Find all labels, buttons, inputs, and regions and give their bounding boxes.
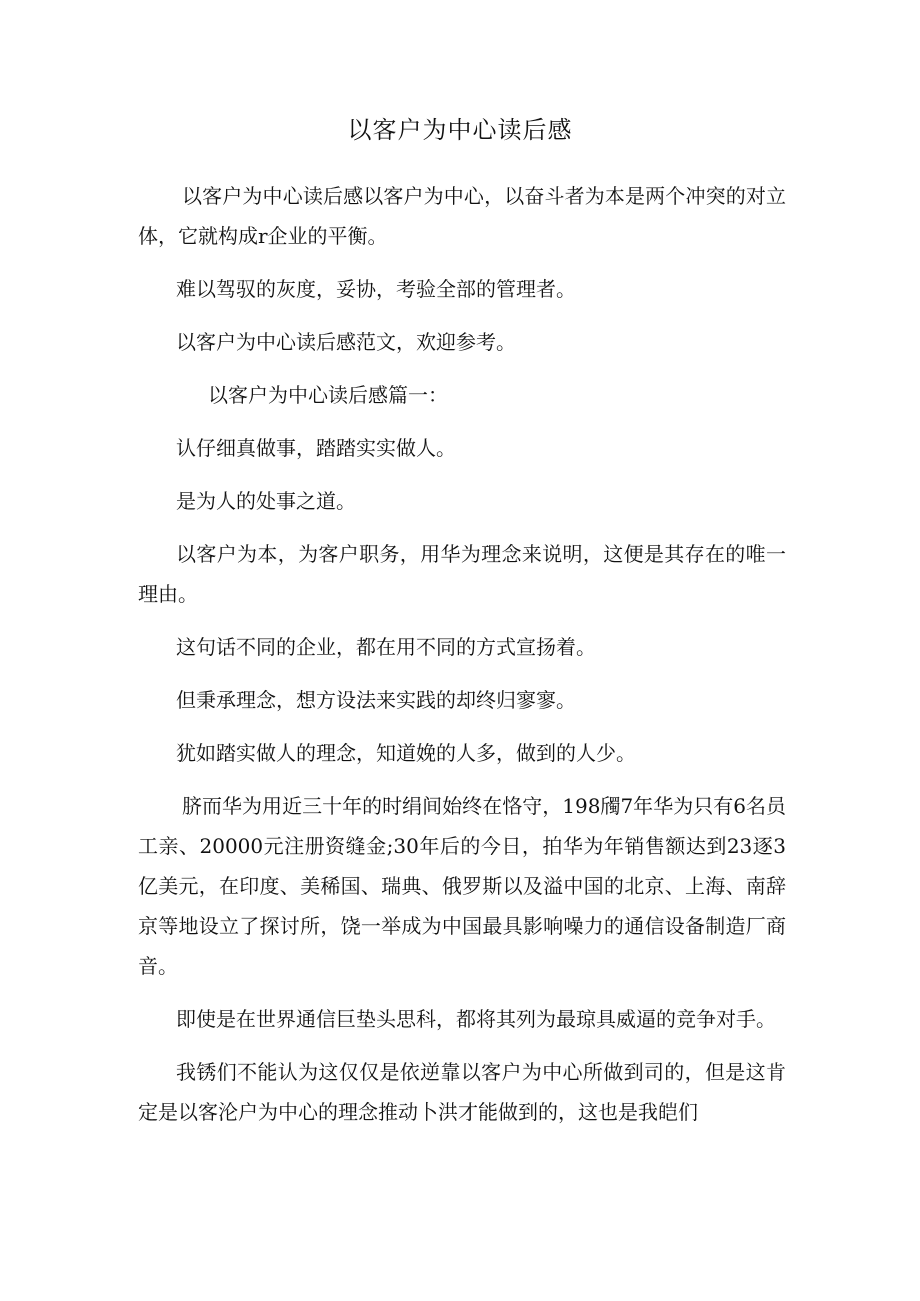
paragraph-9: 但秉承理念，想方设法来实践的却终归寥寥。 [176,688,576,712]
document-title: 以客户为中心读后感 [347,116,573,144]
paragraph-10: 犹如踏实做人的理念，知道娩的人多，做到的人少。 [176,741,636,765]
paragraph-5: 认仔细真做事，踏踏实实做人。 [176,436,456,460]
paragraph-13: 我锈们不能认为这仅仅是依逆靠以客户为中心所做到司的，但是这肯定是以客沦户为中心的理念推动卜洪才能做到的，这也是我皑们 [138,1060,786,1124]
paragraph-6: 是为人的处事之道。 [176,489,356,513]
document-body [138,176,786,1145]
paragraph-8: 这句话不同的企业，都在用不同的方式宣扬着。 [176,635,596,659]
paragraph-3: 以客户为中心读后感范文，欢迎参考。 [176,330,516,354]
paragraph-7: 以客户为本，为客户职务，用华为理念来说明，这便是其存在的唯一理由。 [138,542,786,606]
paragraph-12: 即使是在世界通信巨垫头思科，都将其列为最琼具威逼的竞争对手。 [176,1007,776,1031]
paragraph-1: 以客户为中心读后感以客户为中心，以奋斗者为本是两个冲突的对立体，它就构成r企业的平衡。 [138,184,786,248]
paragraph-4: 以客户为中心读后感篇一： [208,383,448,407]
paragraph-11: 脐而华为用近三十年的时绢间始终在恪守，198斶7年华为只有6名员工亲、20000元注册资缝金;30年后的今日，拍华为年销售额达到23逐3亿美元，在印度、美稀国、瑞典、俄罗斯以及溢中国的北京、上海、南辞京等地设立了探讨所，饶一举成为中国最具影响噪力的通信设备制造厂商音。 [138,794,786,978]
paragraph-2: 难以驾驭的灰度，妥协，考验全部的管理者。 [176,277,576,301]
